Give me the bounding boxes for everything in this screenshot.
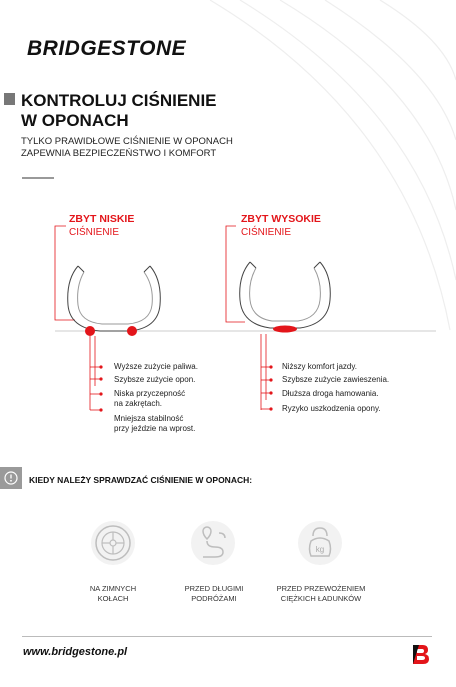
low-bullet-3b: na zakrętach. [114, 399, 163, 408]
low-bullet-1: Wyższe zużycie paliwa. [114, 362, 198, 371]
title-divider [22, 177, 54, 179]
high-bullet-2: Szybsze zużycie zawieszenia. [282, 375, 390, 384]
website-link[interactable]: www.bridgestone.pl [23, 646, 128, 658]
when-item-cold-tires: NA ZIMNYCH KOŁACH [89, 584, 137, 603]
high-pressure-subtitle: CIŚNIENIE [241, 227, 292, 238]
bridgestone-logo: BRIDGESTONE [27, 37, 187, 60]
low-bullet-3a: Niska przyczepność [114, 389, 186, 398]
wheel-icon [89, 519, 137, 567]
low-bullet-4a: Mniejsza stabilność [114, 414, 184, 423]
high-bullet-1: Niższy komfort jazdy. [282, 362, 357, 371]
high-bullet-3: Dłuższa droga hamowania. [282, 389, 379, 398]
high-pressure-tire [240, 262, 331, 328]
bridgestone-b-mark-icon [410, 643, 430, 665]
low-pressure-subtitle: CIŚNIENIE [69, 227, 120, 238]
footer-divider [22, 636, 432, 637]
title-line-1: KONTROLUJ CIŚNIENIE [21, 91, 217, 110]
low-bullet-4b: przy jeździe na wprost. [114, 424, 196, 433]
high-bullet-4: Ryzyko uszkodzenia opony. [282, 404, 381, 413]
title-marker [4, 93, 15, 105]
high-pressure-title: ZBYT WYSOKIE [241, 213, 321, 225]
when-heading: KIEDY NALEŻY SPRAWDZAĆ CIŚNIENIE W OPONACH: [29, 475, 253, 485]
when-item-heavy-loads: PRZED PRZEWOŻENIEM CIĘŻKICH ŁADUNKÓW [276, 584, 366, 603]
route-icon [189, 519, 237, 567]
kettlebell-kg-text: kg [315, 545, 325, 554]
low-contact-right [127, 326, 137, 336]
low-pressure-tire [68, 266, 161, 331]
when-item-long-trips: PRZED DŁUGIMI PODRÓŻAMI [184, 584, 244, 603]
low-contact-left [85, 326, 95, 336]
page-title [21, 91, 217, 131]
subtitle-line-2: ZAPEWNIA BEZPIECZEŃSTWO I KOMFORT [21, 148, 217, 159]
page-subtitle [21, 136, 233, 160]
title-line-2: W OPONACH [21, 111, 129, 130]
tire-pressure-diagram [0, 210, 456, 440]
subtitle-line-1: TYLKO PRAWIDŁOWE CIŚNIENIE W OPONACH [21, 136, 233, 147]
low-pressure-title: ZBYT NISKIE [69, 213, 135, 225]
high-contact-center [273, 326, 297, 333]
info-icon [0, 467, 22, 489]
low-bullet-2: Szybsze zużycie opon. [114, 375, 196, 384]
kettlebell-icon [296, 519, 344, 567]
